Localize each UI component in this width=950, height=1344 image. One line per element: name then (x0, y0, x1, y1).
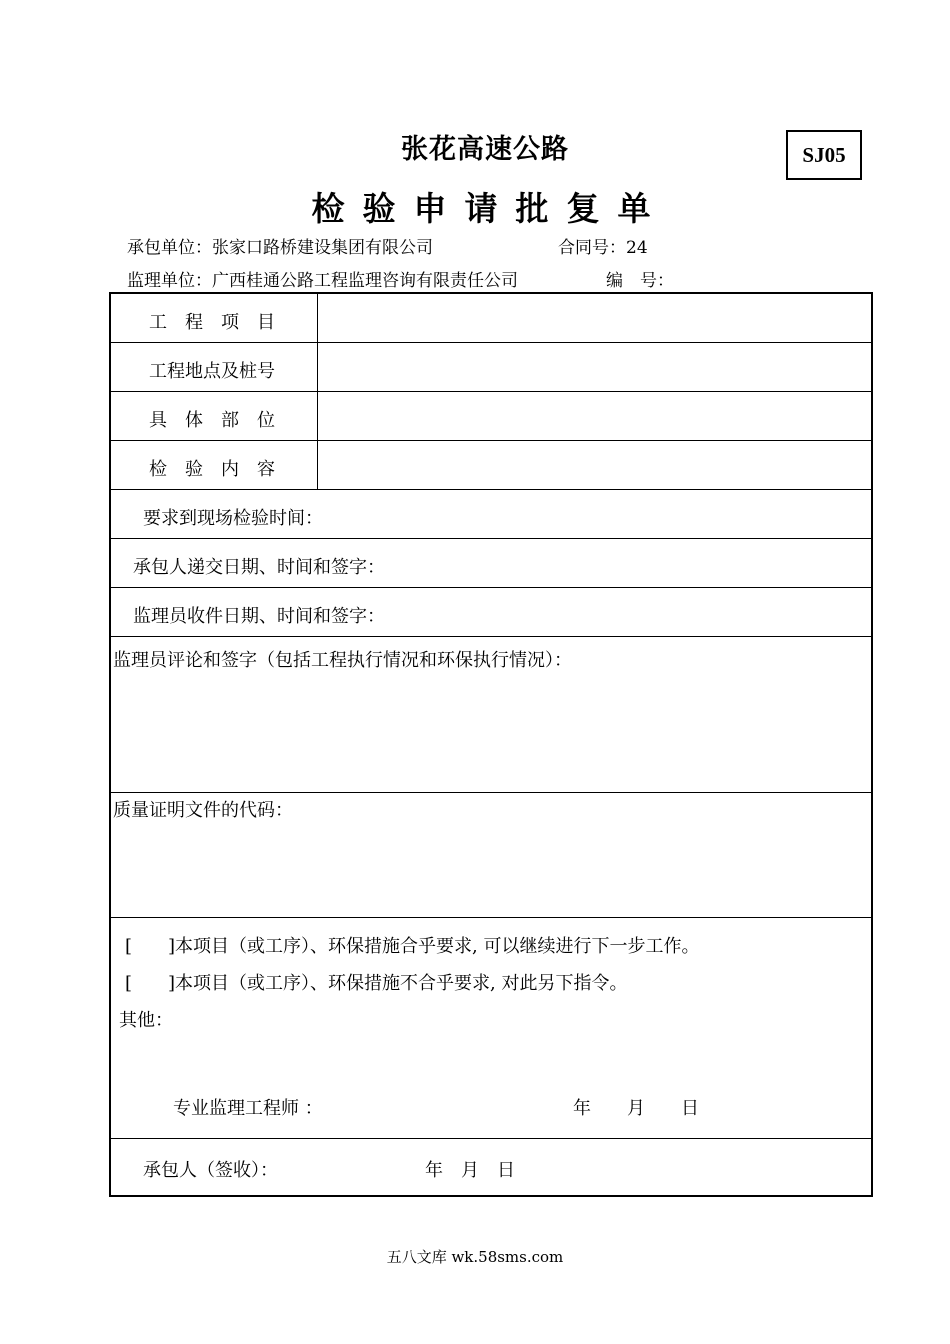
form-code: SJ05 (786, 130, 862, 180)
supervision-unit: 监理单位：广西桂通公路工程监理咨询有限责任公司 (127, 271, 518, 291)
engineer-date: 年 月 日 (573, 1098, 699, 1119)
inspection-time-field[interactable]: 要求到现场检验时间： (143, 508, 323, 529)
inspection-form (109, 292, 873, 1197)
watermark-footer: 五八文库 wk.58sms.com (386, 1248, 564, 1266)
position-label: 具 体 部 位 (149, 410, 275, 431)
engineer-signature-label: 专业监理工程师 ： (173, 1098, 323, 1119)
contractor-submit-field[interactable]: 承包人递交日期、时间和签字： (133, 557, 385, 578)
other-label: 其他： (119, 1010, 173, 1031)
option-noncompliant[interactable]: [ ]本项目（或工序）、环保措施不合乎要求, 对此另下指令。 (125, 973, 628, 994)
document-number: 编 号： (606, 271, 674, 291)
form-title: 检验申请批复单 (311, 189, 669, 228)
road-name: 张花高速公路 (401, 134, 569, 165)
contractor-date: 年 月 日 (425, 1160, 515, 1181)
supervisor-comment-field[interactable]: 监理员评论和签字（包括工程执行情况和环保执行情况）： (113, 650, 572, 671)
supervisor-receive-field[interactable]: 监理员收件日期、时间和签字： (133, 606, 385, 627)
inspection-content-label: 检 验 内 容 (149, 459, 275, 480)
quality-doc-code-field[interactable]: 质量证明文件的代码： (113, 800, 293, 821)
contract-number: 合同号：24 (558, 238, 648, 258)
option-compliant[interactable]: [ ]本项目（或工序）、环保措施合乎要求, 可以继续进行下一步工作。 (125, 936, 700, 957)
location-label: 工程地点及桩号 (149, 361, 275, 382)
contractor-unit: 承包单位：张家口路桥建设集团有限公司 (127, 238, 433, 258)
project-label: 工 程 项 目 (149, 312, 275, 333)
contractor-signature-label: 承包人（签收）： (143, 1160, 278, 1181)
